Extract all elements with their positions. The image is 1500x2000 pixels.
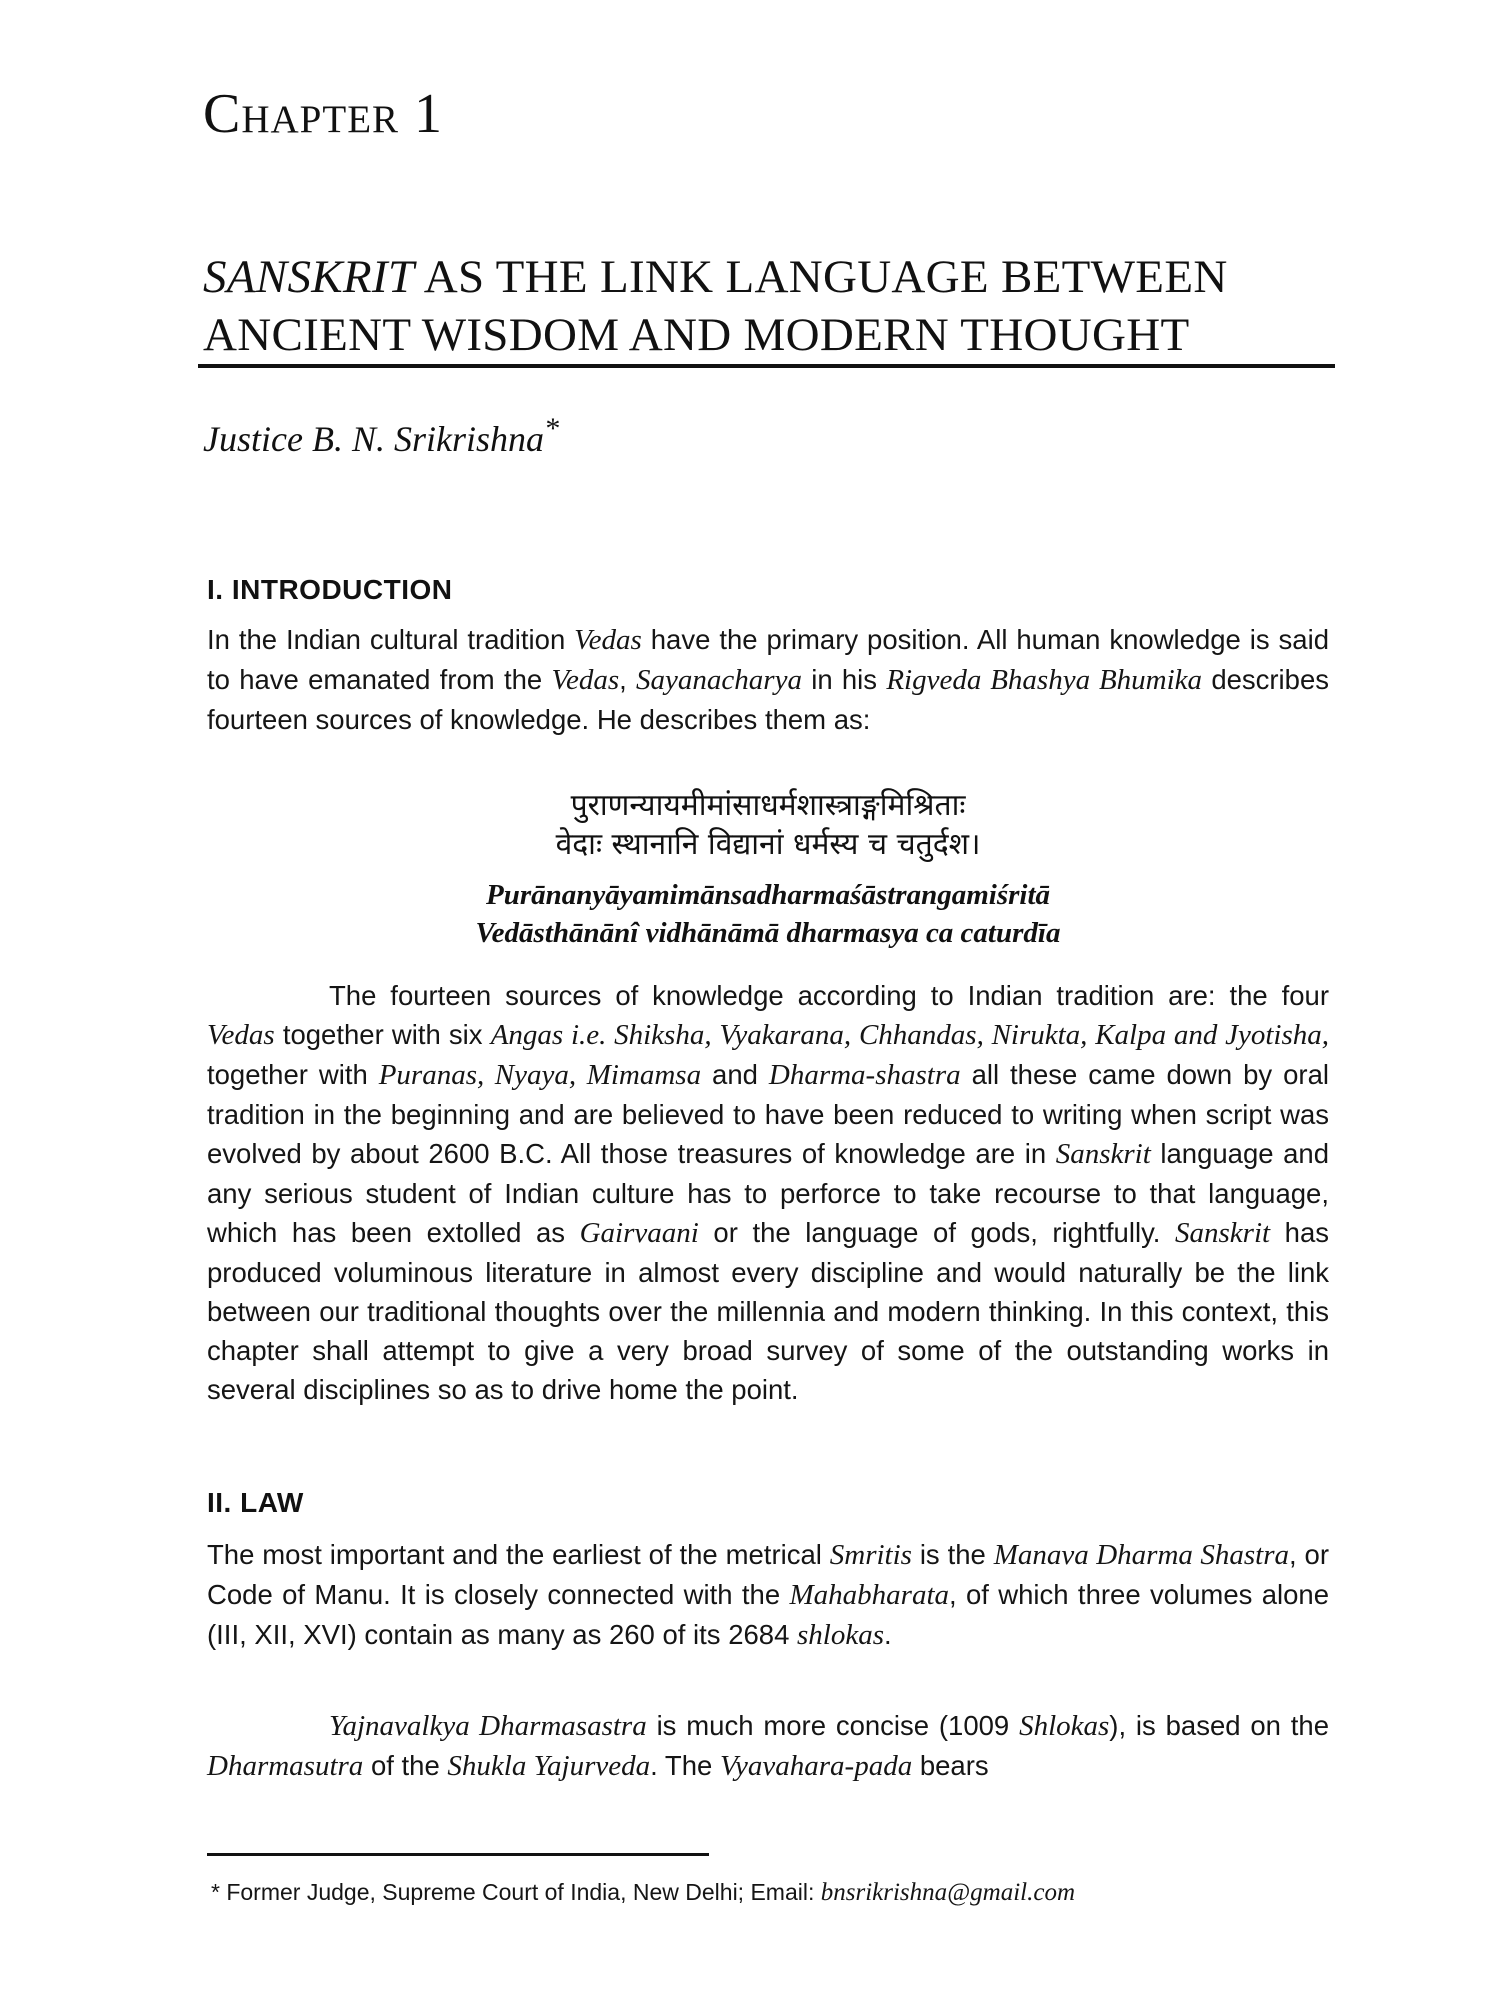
intro-paragraph-1 xyxy=(207,620,1329,739)
text-run: all these came down by oral tradition in the beginning and are believed to have been reduced to writing when script was evolved by about 2600 B.C. All those treasures of knowledge are in xyxy=(207,1059,1329,1169)
text-run: is much more concise (1009 xyxy=(646,1710,1020,1741)
text-run: . The xyxy=(650,1750,720,1781)
italic-term: Gairvaani xyxy=(579,1217,699,1249)
text-run: together with six xyxy=(274,1019,491,1050)
italic-term: Rigveda Bhashya Bhumika xyxy=(886,664,1203,696)
author-byline xyxy=(203,412,559,460)
author-footnote-marker: * xyxy=(543,412,559,445)
italic-term: Vedas xyxy=(551,664,620,696)
text-run: . xyxy=(884,1619,892,1650)
chapter-title xyxy=(203,248,1333,364)
italic-term: shlokas xyxy=(797,1619,885,1651)
section-heading-introduction: I. INTRODUCTION xyxy=(207,574,453,605)
footnote-separator xyxy=(207,1853,709,1856)
footnote-email: bnsrikrishna@gmail.com xyxy=(820,1879,1075,1906)
text-run: , or Code of Manu. It is closely connected with the xyxy=(207,1539,1329,1610)
text-run: , of which three volumes alone (III, XII, XVI) contain as many as 260 of its 2684 xyxy=(207,1579,1330,1650)
verse-transliteration-line-2: Vedāsthānānî vidhānāmā dharmasya ca caturdīa xyxy=(475,917,1061,949)
text-run: The fourteen sources of knowledge according to Indian tradition are: the four xyxy=(329,980,1329,1011)
italic-term: Vedas xyxy=(207,1019,275,1051)
footnote-text: Former Judge, Supreme Court of India, New Delhi; Email: xyxy=(219,1879,821,1905)
italic-term: Sanskrit xyxy=(1055,1138,1151,1170)
title-italic-word: SANSKRIT xyxy=(203,251,415,303)
text-run: describes fourteen sources of knowledge. He describes them as: xyxy=(207,664,1330,735)
title-underline xyxy=(198,364,1335,368)
italic-term: Puranas, Nyaya, Mimamsa xyxy=(378,1059,702,1091)
italic-term: Dharmasutra xyxy=(207,1750,364,1782)
title-line1-rest: AS THE LINK LANGUAGE BETWEEN xyxy=(414,251,1228,303)
text-run: , xyxy=(619,664,637,695)
text-run: in his xyxy=(801,664,887,695)
text-run: have the primary position. All human knowledge is said to have emanated from the xyxy=(207,624,1329,695)
verse-devanagari-line-1: पुराणन्यायमीमांसाधर्मशास्त्राङ्गमिश्रिताः xyxy=(570,788,966,823)
italic-term: Sanskrit xyxy=(1175,1217,1271,1249)
italic-term: Vyavahara-pada xyxy=(719,1750,913,1782)
text-run: bears xyxy=(912,1750,989,1781)
law-paragraph-1 xyxy=(207,1535,1329,1655)
verse-devanagari-line-2: वेदाः स्थानानि विद्यानां धर्मस्य च चतुर्दश। xyxy=(555,827,981,862)
text-run: has produced voluminous literature in almost every discipline and would naturally be the link between our traditional thoughts over the millennia and modern thinking. In this context, this chapter shall attempt to give a very broad survey of some of the outstanding works in several disciplines so as to drive home the point. xyxy=(207,1217,1330,1405)
italic-term: Angas i.e. Shiksha, Vyakarana, Chhandas, Nirukta, Kalpa and Jyotisha, xyxy=(490,1019,1329,1051)
verse-transliteration-line-1: Purānanyāyamimānsadharmaśāstrangamiśritā xyxy=(485,879,1051,911)
title-line2: ANCIENT WISDOM AND MODERN THOUGHT xyxy=(203,309,1190,361)
italic-term: Sayanacharya xyxy=(636,664,802,696)
chapter-label: Chapter 1 xyxy=(203,83,444,145)
footnote xyxy=(211,1879,1075,1907)
text-run: and xyxy=(701,1059,769,1090)
text-run: In the Indian cultural tradition xyxy=(207,624,575,655)
italic-term: Smritis xyxy=(829,1539,912,1571)
italic-term: Vedas xyxy=(574,624,642,656)
text-run: of the xyxy=(363,1750,448,1781)
italic-term: Manava Dharma Shastra xyxy=(993,1539,1290,1571)
footnote-marker: * xyxy=(211,1879,220,1905)
text-run: ), is based on the xyxy=(1109,1710,1330,1741)
text-run: language and any serious student of Indian culture has to perforce to take recourse to that language, which has been extolled as xyxy=(207,1138,1329,1248)
intro-paragraph-2 xyxy=(207,976,1329,1409)
italic-term: Dharma-shastra xyxy=(768,1059,961,1091)
text-run: together with xyxy=(207,1059,379,1090)
italic-term: Mahabharata xyxy=(789,1579,949,1611)
italic-term: Shukla Yajurveda xyxy=(447,1750,651,1782)
italic-term: Shlokas xyxy=(1019,1710,1110,1742)
italic-term: Yajnavalkya Dharmasastra xyxy=(329,1710,647,1742)
text-run: or the language of gods, rightfully. xyxy=(698,1217,1176,1248)
section-heading-law: II. LAW xyxy=(207,1487,304,1518)
author-name: Justice B. N. Srikrishna xyxy=(203,419,544,459)
text-run: is the xyxy=(911,1539,994,1570)
text-run: The most important and the earliest of the metrical xyxy=(207,1539,830,1570)
law-paragraph-2 xyxy=(207,1706,1329,1786)
